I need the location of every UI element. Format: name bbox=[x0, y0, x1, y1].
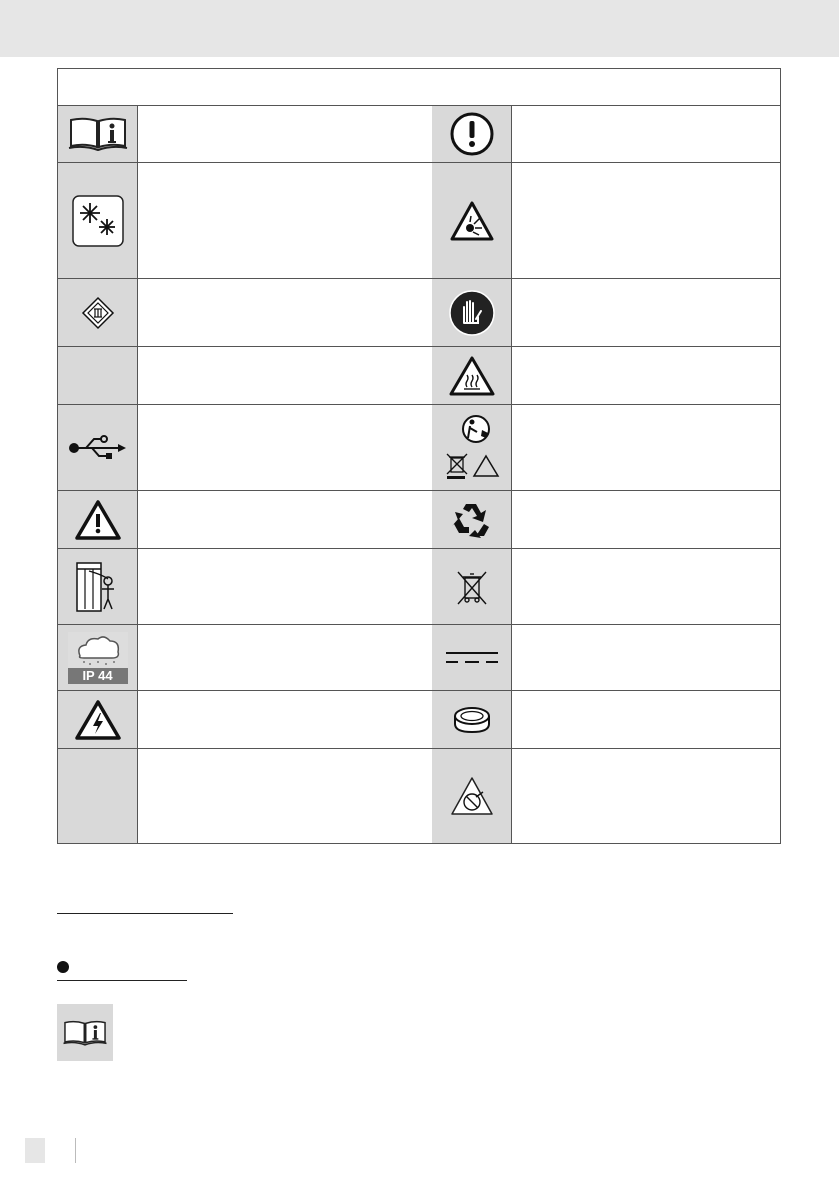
page-header-bar bbox=[0, 0, 839, 57]
symbol-description bbox=[138, 691, 432, 748]
book-info-icon bbox=[58, 106, 137, 162]
footer-divider bbox=[75, 1138, 76, 1163]
page-number-box bbox=[25, 1138, 45, 1163]
symbols-table bbox=[57, 68, 781, 844]
direct-current-icon bbox=[432, 625, 511, 690]
exclamation-circle-icon bbox=[432, 106, 511, 162]
symbol-description bbox=[512, 625, 780, 690]
explosion-warning-icon bbox=[432, 163, 511, 278]
section-heading-1 bbox=[57, 895, 233, 913]
snowflakes-icon bbox=[58, 163, 137, 278]
section-bullet bbox=[57, 961, 69, 973]
child-cord-strangulation-icon bbox=[58, 549, 137, 624]
electric-hazard-icon bbox=[58, 691, 137, 748]
section-heading-2 bbox=[75, 962, 187, 980]
symbol-description bbox=[512, 549, 780, 624]
body-text bbox=[130, 1004, 780, 1061]
symbol-description bbox=[512, 279, 780, 346]
symbol-description bbox=[512, 691, 780, 748]
symbol-description bbox=[512, 347, 780, 404]
button-cell-battery-icon bbox=[432, 691, 511, 748]
symbol-description bbox=[512, 106, 780, 162]
symbol-description bbox=[138, 106, 432, 162]
hot-surface-warning-icon bbox=[432, 347, 511, 404]
ip-rating-label: IP 44 bbox=[82, 667, 113, 683]
symbol-description bbox=[138, 749, 432, 843]
empty-icon-cell bbox=[58, 347, 137, 404]
ip44-badge bbox=[68, 632, 128, 684]
symbols-table-header bbox=[58, 69, 780, 106]
empty-icon-cell bbox=[58, 749, 137, 843]
do-not-swallow-icon bbox=[432, 749, 511, 843]
symbol-description bbox=[138, 625, 432, 690]
book-info-icon bbox=[57, 1004, 113, 1061]
disposal-recycling-group-icon bbox=[432, 405, 511, 490]
symbol-description bbox=[138, 491, 432, 548]
symbol-description bbox=[138, 279, 432, 346]
crossed-wheelie-bin-icon bbox=[432, 549, 511, 624]
recycling-arrows-icon bbox=[432, 491, 511, 548]
usb-icon bbox=[58, 405, 137, 490]
section-heading-underline bbox=[57, 913, 233, 914]
symbol-description bbox=[512, 163, 780, 278]
symbol-description bbox=[512, 749, 780, 843]
symbol-description bbox=[138, 405, 432, 490]
warning-triangle-icon bbox=[58, 491, 137, 548]
symbol-description bbox=[512, 405, 780, 490]
section-heading-underline bbox=[57, 980, 187, 981]
ip44-weather-icon bbox=[58, 625, 137, 690]
symbol-description bbox=[138, 549, 432, 624]
symbol-description bbox=[512, 491, 780, 548]
symbol-description bbox=[138, 163, 432, 278]
symbol-description bbox=[138, 347, 432, 404]
wear-gloves-icon bbox=[432, 279, 511, 346]
protection-class-iii-icon bbox=[58, 279, 137, 346]
